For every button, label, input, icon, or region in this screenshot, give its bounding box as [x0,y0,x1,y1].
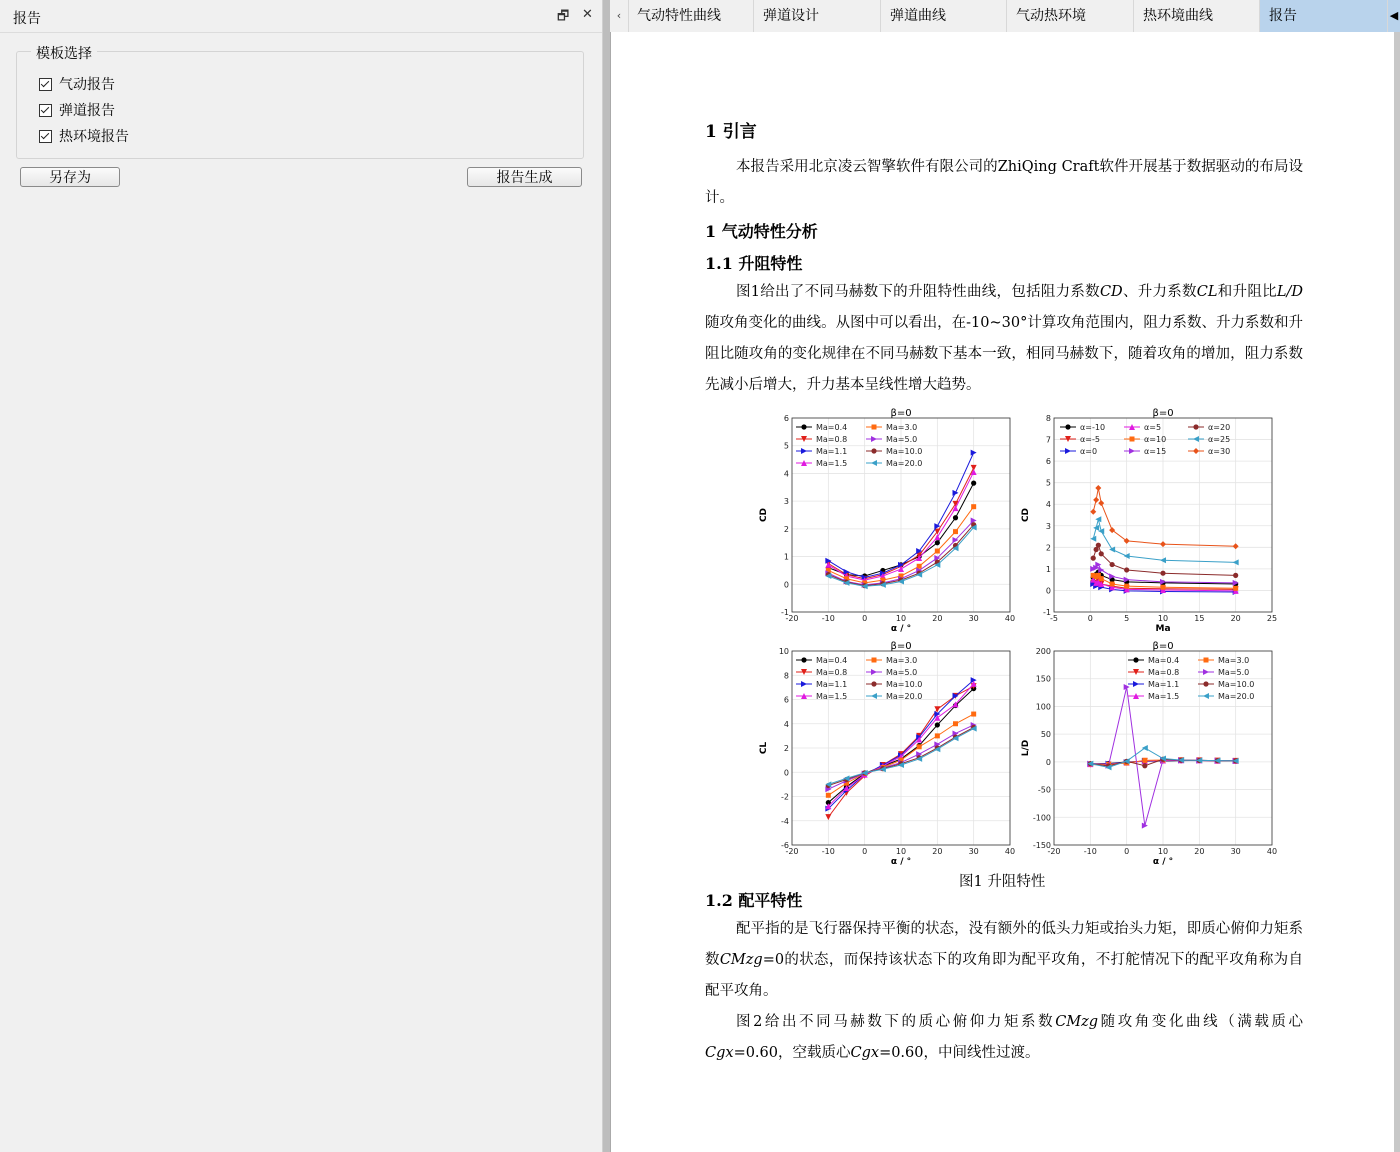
x-axis-label: α / ° [890,624,912,634]
legend-label: Ma=5.0 [1218,668,1250,677]
x-tick-label: 30 [1230,847,1241,856]
tab-aero-thermal[interactable]: 气动热环境 [1007,0,1134,32]
y-tick-label: -100 [1032,813,1051,823]
data-point [1098,567,1104,573]
y-tick-label: -1 [781,608,789,617]
section-heading-aero: 1 气动特性分析 [705,222,818,241]
text-span: 随攻角变化曲线（满载质心 [1098,1014,1304,1030]
thermal-report-checkbox[interactable] [39,126,129,146]
y-tick-label: 2 [783,524,789,534]
legend-marker [1203,669,1209,675]
tab-thermal-curves[interactable]: 热环境曲线 [1134,0,1260,32]
legend-marker [1204,658,1209,663]
x-tick-label: 30 [968,614,979,623]
legend-label: Ma=1.1 [816,447,848,456]
x-tick-label: 0 [1124,847,1130,856]
text-span: =0.60，空载质心 [733,1045,851,1061]
data-point [1233,573,1238,578]
data-point [935,722,940,727]
data-point [1110,562,1115,567]
x-tick-label: 15 [1194,614,1205,623]
y-tick-label: -2 [781,792,789,802]
x-tick-label: 0 [862,847,868,856]
y-tick-label: 0 [1045,586,1051,596]
chart-title: β=0 [890,641,912,652]
x-tick-label: 10 [895,614,907,623]
text-span: 图1给出了不同马赫数下的升阻特性曲线，包括阻力系数 [736,284,1100,300]
legend-label: Ma=0.4 [1148,656,1180,665]
y-tick-label: 6 [783,414,789,423]
legend-marker [1193,448,1199,454]
y-axis-label: CL [759,741,769,755]
data-point [971,712,976,717]
legend-marker [871,693,877,699]
y-tick-label: 2 [1045,543,1051,553]
x-tick-label: -20 [785,614,799,623]
x-tick-label: -10 [1083,847,1097,856]
x-tick-label: 20 [932,614,943,623]
data-point [1095,516,1101,522]
legend-label: Ma=1.1 [816,680,848,689]
data-point [953,721,958,726]
x-tick-label: -20 [1047,847,1061,856]
data-point [825,814,831,820]
paragraph-trim [705,914,1303,1007]
y-tick-label: 4 [1045,500,1051,510]
y-axis-label: CD [1021,507,1031,523]
legend-label: Ma=5.0 [886,435,918,444]
legend-marker [872,425,877,430]
x-tick-label: -5 [1050,614,1058,623]
legend-label: α=-10 [1080,423,1106,432]
y-tick-label: 4 [783,469,789,479]
legend-label: Ma=0.8 [816,668,848,677]
data-point [826,793,831,798]
data-point [971,481,976,486]
x-tick-label: -20 [785,847,799,856]
y-tick-label: 100 [1035,702,1051,712]
data-point [1233,586,1238,591]
legend-marker [871,460,877,466]
data-point [1090,536,1096,542]
y-tick-label: -150 [1032,841,1051,850]
data-point [1160,541,1166,547]
data-point [1091,556,1096,561]
panel-splitter[interactable] [603,0,610,1152]
data-point [1098,500,1104,506]
checkbox-checked-icon[interactable] [39,104,52,117]
x-tick-label: 0 [862,614,868,623]
legend-marker [1193,424,1198,429]
data-point [1142,758,1147,763]
chart-ld-vs-alpha [1016,638,1278,867]
data-point [1096,543,1101,548]
series-line [1093,488,1235,546]
legend-marker [801,424,806,429]
legend-label: α=5 [1144,423,1162,432]
chart-title: β=0 [1152,408,1174,419]
chart-cd-vs-alpha [754,405,1016,634]
x-tick-label: 20 [1230,614,1241,623]
document-scrollbar[interactable] [1394,32,1400,1152]
save-as-button[interactable]: 另存为 [20,167,120,187]
y-tick-label: 50 [1040,730,1051,740]
x-tick-label: 40 [1266,847,1278,856]
y-axis-label: L/D [1021,739,1031,757]
tab-trajectory-design[interactable]: 弹道设计 [754,0,881,32]
y-tick-label: 200 [1035,647,1051,656]
y-tick-label: 1 [783,552,789,562]
thermal-report-label: 热环境报告 [59,129,129,145]
trajectory-report-label: 弹道报告 [59,103,115,119]
trajectory-report-checkbox[interactable] [39,100,115,120]
checkbox-checked-icon[interactable] [39,130,52,143]
data-point [1099,576,1104,581]
legend-label: Ma=5.0 [886,668,918,677]
y-tick-label: 5 [783,441,789,451]
tab-bar [610,0,1400,33]
paragraph-trim-2 [705,1007,1303,1069]
data-point [953,515,958,520]
x-axis-label: Ma [1155,624,1171,634]
symbol-cl: CL [1196,284,1218,300]
data-point [1090,509,1096,515]
legend-label: Ma=10.0 [886,447,923,456]
legend-marker [1203,681,1208,686]
text-span: 、升力系数 [1122,284,1197,300]
tab-aero-curves[interactable]: 气动特性曲线 [628,0,754,32]
chart-title: β=0 [1152,641,1174,652]
data-point [1233,543,1239,549]
legend-marker [1129,448,1135,454]
legend-label: α=-5 [1080,435,1100,444]
legend-label: α=30 [1208,447,1231,456]
x-tick-label: 10 [1157,847,1169,856]
symbol-cmzg: CMzg [719,952,763,968]
report-panel-title: 报告 [13,11,41,27]
legend-label: Ma=20.0 [1218,692,1255,701]
data-point [1099,551,1104,556]
legend-label: Ma=1.5 [1148,692,1180,701]
legend-marker [1065,448,1071,454]
text-span: 图2给出不同马赫数下的质心俯仰力矩系数 [736,1014,1056,1030]
y-tick-label: 0 [783,768,789,778]
tab-scroll-right-icon[interactable]: ◀ [1388,0,1400,32]
legend-label: Ma=20.0 [886,459,923,468]
legend-marker [871,669,877,675]
legend-marker [801,657,806,662]
data-point [1093,497,1099,503]
y-tick-label: 6 [1045,457,1051,467]
data-point [953,529,958,534]
data-point [1110,581,1115,586]
text-span: =0的状态，而保持该状态下的攻角即为配平攻角，不打舵情况下的配平攻角称为自配平攻角。 [705,952,1303,999]
subsection-heading-lift-drag: 1.1 升阻特性 [705,254,803,273]
legend-label: Ma=0.4 [816,656,848,665]
y-tick-label: 10 [778,647,789,656]
y-tick-label: 150 [1035,674,1051,684]
template-select-group [16,46,584,159]
legend-label: Ma=1.5 [816,459,848,468]
symbol-cmzg: CMzg [1055,1014,1099,1030]
chart-cd-vs-ma [1016,405,1278,634]
y-tick-label: -4 [781,816,789,826]
data-point [1095,485,1101,491]
report-panel [0,0,603,1152]
legend-label: Ma=3.0 [886,656,918,665]
y-tick-label: -1 [1043,608,1051,617]
legend-label: Ma=10.0 [886,680,923,689]
y-tick-label: 0 [783,580,789,590]
legend-label: α=25 [1208,435,1231,444]
legend-marker [871,681,876,686]
x-tick-label: 25 [1266,614,1278,623]
text-span: 配平指的是飞行器保持平衡的状态，没有额外的低头力矩或抬头力矩，即质心俯仰力矩系数 [705,921,1303,968]
legend-label: Ma=0.8 [1148,668,1180,677]
data-point [1161,585,1166,590]
data-point [935,549,940,554]
aero-report-checkbox[interactable] [39,74,115,94]
x-tick-label: 20 [1194,847,1205,856]
aero-report-label: 气动报告 [59,77,115,93]
legend-label: Ma=3.0 [1218,656,1250,665]
x-tick-label: -10 [821,847,835,856]
generate-report-button[interactable]: 报告生成 [467,167,582,187]
legend-marker [801,448,807,454]
paragraph-lift-drag [705,277,1303,401]
report-document-trim [705,888,1303,1069]
legend-marker [1130,437,1135,442]
y-tick-label: 6 [783,695,789,705]
template-select-title: 模板选择 [31,43,97,63]
text-span: 随攻角变化的曲线。从图中可以看出，在-10~30°计算攻角范围内，阻力系数、升力系数和升阻比随攻角的变化规律在不同马赫数下基本一致，相同马赫数下，随着攻角的增加，阻力系数先减小后增大，升力基本呈线性增大趋势。 [705,315,1303,393]
legend-marker [1065,424,1070,429]
legend-marker [801,681,807,687]
x-tick-label: -10 [821,614,835,623]
y-tick-label: 2 [783,744,789,753]
text-span: 和升阻比 [1217,284,1277,300]
x-tick-label: 40 [1004,614,1016,623]
data-point [953,490,959,496]
legend-label: α=10 [1144,435,1167,444]
symbol-cgx: Cgx [850,1045,880,1061]
data-point [953,505,959,511]
subsection-heading-trim: 1.2 配平特性 [705,891,803,910]
report-document-view[interactable] [610,32,1400,1152]
legend-label: Ma=3.0 [886,423,918,432]
y-tick-label: 4 [783,719,789,729]
x-tick-label: 10 [1157,614,1169,623]
section-heading-intro: 1 引言 [705,122,757,142]
y-tick-label: -6 [781,841,789,850]
data-point [1124,567,1129,572]
x-tick-label: 30 [968,847,979,856]
symbol-cgx: Cgx [705,1045,734,1061]
legend-marker [871,436,877,442]
symbol-ld: L/D [1276,284,1303,300]
text-span: =0.60，中间线性过渡。 [879,1045,1040,1061]
legend-label: Ma=0.8 [816,435,848,444]
chart-title: β=0 [890,408,912,419]
x-tick-label: 10 [895,847,907,856]
y-tick-label: 3 [1045,521,1051,531]
data-point [935,540,940,545]
y-axis-label: CD [759,507,769,523]
data-point [1160,571,1165,576]
y-tick-label: 1 [1045,564,1051,574]
legend-marker [872,658,877,663]
data-point [1095,562,1101,568]
symbol-cd: CD [1099,284,1123,300]
data-point [1142,763,1147,768]
x-axis-label: α / ° [890,857,912,867]
data-point [917,744,922,749]
tab-trajectory-curves[interactable]: 弹道曲线 [881,0,1007,32]
y-tick-label: 8 [783,671,789,681]
y-tick-label: 3 [783,497,789,507]
x-tick-label: 5 [1124,614,1130,623]
checkbox-checked-icon[interactable] [39,78,52,91]
legend-label: Ma=20.0 [886,692,923,701]
restore-icon[interactable]: 🗗 [557,9,570,24]
x-tick-label: 40 [1004,847,1016,856]
legend-label: Ma=1.5 [816,692,848,701]
legend-label: Ma=10.0 [1218,680,1255,689]
legend-label: Ma=0.4 [816,423,848,432]
legend-label: α=15 [1144,447,1167,456]
x-tick-label: 20 [932,847,943,856]
x-axis-label: α / ° [1152,857,1174,867]
x-tick-label: 0 [1087,614,1093,623]
y-tick-label: 5 [1045,478,1051,488]
y-tick-label: 0 [1045,757,1051,767]
legend-marker [871,448,876,453]
y-tick-label: 8 [1045,414,1051,423]
y-tick-label: -50 [1037,785,1051,795]
data-point [917,564,922,569]
report-document [705,117,1303,401]
tab-scroll-left-icon[interactable]: ‹ [610,0,629,32]
paragraph-intro: 本报告采用北京凌云智擎软件有限公司的ZhiQing Craft软件开展基于数据驱动的布局设计。 [705,159,1303,206]
figure-1-caption: 图1 升阻特性 [959,874,1046,890]
close-icon[interactable]: ✕ [582,7,593,22]
legend-marker [1133,681,1139,687]
data-point [1124,584,1129,589]
legend-label: Ma=1.1 [1148,680,1180,689]
legend-marker [1133,657,1138,662]
legend-label: α=0 [1080,447,1098,456]
legend-label: α=20 [1208,423,1231,432]
data-point [935,733,940,738]
legend-marker [1193,436,1199,442]
data-point [971,504,976,509]
chart-cl-vs-alpha [754,638,1016,867]
legend-marker [1203,693,1209,699]
report-panel-header [0,0,602,33]
y-tick-label: 7 [1045,435,1051,445]
tab-report[interactable]: 报告 [1260,0,1388,32]
